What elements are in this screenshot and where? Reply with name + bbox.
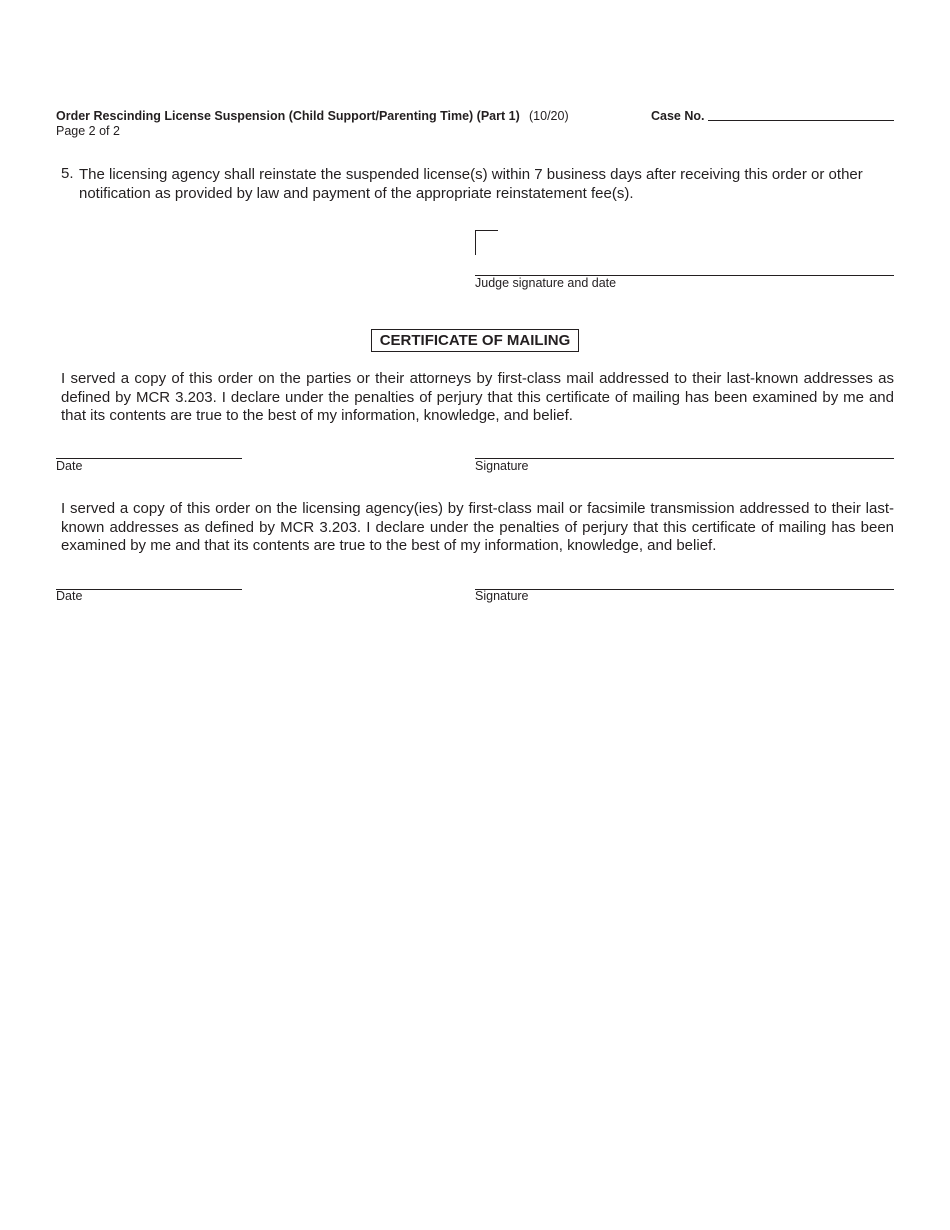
case-number-field[interactable] (708, 120, 894, 121)
item-5-number: 5. (61, 165, 74, 182)
parties-signature-label: Signature (475, 459, 529, 473)
form-title: Order Rescinding License Suspension (Child Support/Parenting Time) (Part 1) (56, 109, 520, 123)
item-5-text: The licensing agency shall reinstate the suspended license(s) within 7 business days after receiving this order or other notification as provided by law and payment of the appropriate reinstatement fee(s). (79, 166, 863, 202)
certificate-heading: CERTIFICATE OF MAILING (371, 329, 579, 352)
agency-date-field[interactable] (56, 589, 242, 590)
certificate-agency-paragraph: I served a copy of this order on the licensing agency(ies) by first-class mail or facsimile transmission addressed to their last-known addresses as defined by MCR 3.203. I declare under the penalties of perjury that this certificate of mailing has been examined by me and that its contents are true to the best of my information, knowledge, and belief. (61, 500, 894, 555)
parties-signature-field[interactable] (475, 458, 894, 459)
parties-date-field[interactable] (56, 458, 242, 459)
case-number-label: Case No. (651, 109, 705, 123)
page-number: Page 2 of 2 (56, 124, 120, 138)
form-version: (10/20) (529, 109, 569, 123)
agency-signature-label: Signature (475, 589, 529, 603)
judge-signature-corner-mark (475, 230, 498, 255)
agency-signature-field[interactable] (475, 589, 894, 590)
judge-signature-label: Judge signature and date (475, 276, 617, 290)
parties-date-label: Date (56, 459, 83, 473)
agency-date-label: Date (56, 589, 83, 603)
certificate-parties-paragraph: I served a copy of this order on the parties or their attorneys by first-class mail addressed to their last-known addresses as defined by MCR 3.203. I declare under the penalties of perjury that this certificate of mailing has been examined by me and that its contents are true to the best of my information, knowledge, and belief. (61, 370, 894, 425)
